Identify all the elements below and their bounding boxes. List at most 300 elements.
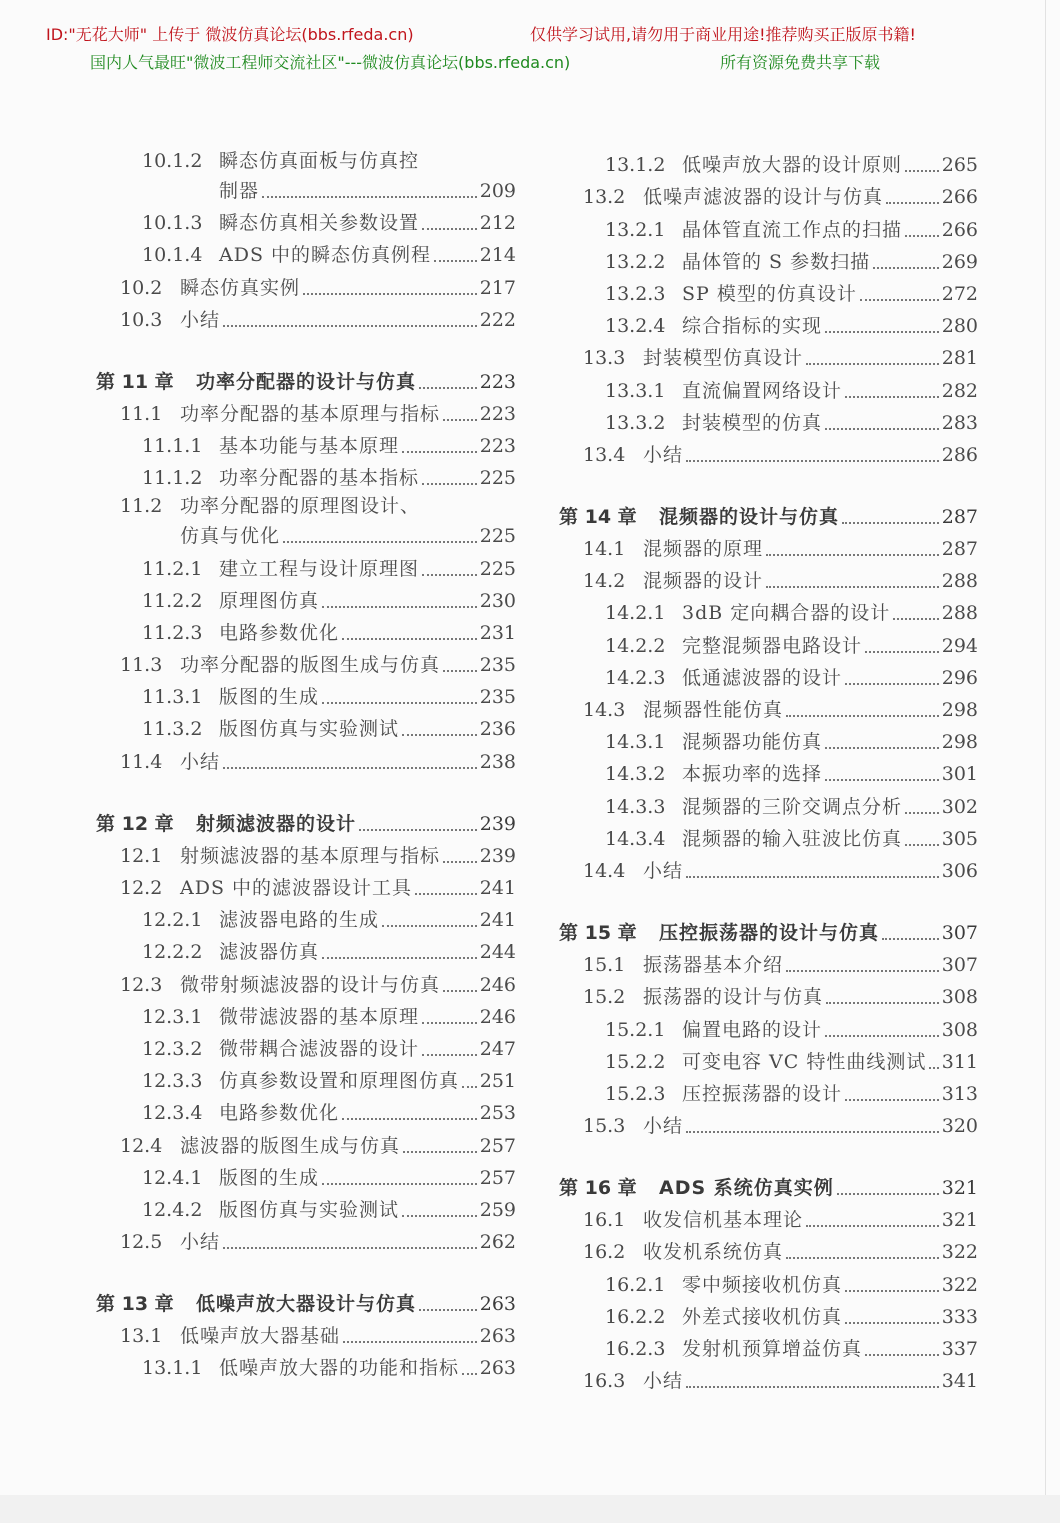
dot-leader [825,331,939,333]
toc-entry[interactable] [559,1331,978,1363]
entry-number: 11.1 [120,402,163,425]
dot-leader [905,812,939,814]
entry-page-number: 246 [479,1005,516,1028]
dot-leader [422,1022,477,1024]
toc-chapter-entry[interactable] [96,791,516,838]
entry-page-number: 269 [941,250,978,273]
entry-title: 滤波器仿真 [219,941,320,964]
entry-title: 综合指标的实现 [682,315,823,338]
entry-title: 混频器的设计 [643,570,764,593]
toc-entry[interactable] [96,615,516,647]
entry-page-number: 223 [479,402,516,425]
entry-title: 滤波器电路的生成 [219,909,380,932]
dot-leader [825,747,939,749]
toc-entry[interactable] [96,1350,516,1382]
toc-entry[interactable] [96,550,516,582]
entry-title: 混频器的三阶交调点分析 [682,795,903,818]
entry-title-continued: 制器 [219,180,260,202]
entry-number: 16.2.2 [605,1305,666,1328]
toc-entry[interactable] [96,1192,516,1224]
entry-number: 15.2.1 [605,1018,666,1041]
dot-leader [825,1035,939,1037]
entry-number: 16.1 [583,1209,626,1232]
dot-leader [422,574,477,576]
dot-leader [283,541,477,543]
toc-entry[interactable] [96,711,516,743]
toc-entry[interactable] [559,692,978,724]
entry-title: 低噪声滤波器的设计与仿真 [643,186,884,209]
entry-number: 16.2 [583,1241,626,1264]
entry-title: 完整混频器电路设计 [682,634,863,657]
entry-number: 14.1 [583,538,626,561]
entry-number: 第 16 章 [559,1177,637,1200]
entry-line-2 [120,520,516,550]
entry-title: SP 模型的仿真设计 [682,282,857,305]
entry-number: 12.3.3 [142,1070,203,1093]
entry-page-number: 236 [479,718,516,741]
entry-number: 14.3.4 [605,827,666,850]
entry-page-number: 225 [479,557,516,580]
dot-leader [322,702,477,704]
entry-page-number: 282 [941,379,978,402]
toc-entry[interactable] [96,902,516,934]
entry-title: 偏置电路的设计 [682,1018,823,1041]
entry-page-number: 302 [941,795,978,818]
entry-title: 小结 [180,1231,221,1254]
watermark-upload-info: ID:"无花大师" 上传于 微波仿真论坛(bbs.rfeda.cn) [46,25,414,44]
toc-entry[interactable] [559,563,978,595]
toc-entry[interactable] [96,1127,516,1159]
entry-page-number: 313 [941,1082,978,1105]
entry-page-number: 296 [941,666,978,689]
dot-leader [905,235,939,237]
entry-title: 外差式接收机仿真 [682,1305,843,1328]
entry-page-number: 305 [941,827,978,850]
entry-title: 射频滤波器的基本原理与指标 [180,844,441,867]
entry-title: 版图的生成 [219,1166,320,1189]
entry-title-continued: 仿真与优化 [180,525,281,548]
entry-page-number: 280 [941,315,978,338]
entry-title: 3dB 定向耦合器的设计 [682,602,891,625]
entry-number: 13.2.4 [605,315,666,338]
entry-number: 11.2 [120,495,163,518]
entry-page-number: 209 [479,180,516,202]
entry-page-number: 217 [479,276,516,299]
entry-number: 16.3 [583,1370,626,1393]
toc-column-left [96,147,516,1382]
entry-page-number: 307 [941,954,978,977]
toc-entry[interactable] [96,583,516,615]
entry-page-number: 263 [479,1357,516,1380]
toc-entry[interactable] [559,179,978,211]
watermark-copyright-notice: 仅供学习试用,请勿用于商业用途!推荐购买正版原书籍! [530,25,916,44]
dot-leader [686,460,939,462]
entry-page-number: 321 [941,1177,978,1200]
dot-leader [905,170,939,172]
entry-number: 14.2.2 [605,634,666,657]
entry-title: 瞬态仿真实例 [180,276,301,299]
toc-entry[interactable] [559,1044,978,1076]
entry-page-number: 241 [479,909,516,932]
entry-number: 15.2 [583,986,626,1009]
dot-leader [686,1386,939,1388]
dot-leader [806,1225,939,1227]
entry-number: 13.4 [583,443,626,466]
entry-number: 13.1 [120,1325,163,1348]
dot-leader [842,522,939,524]
watermark-community: 国内人气最旺"微波工程师交流社区"---微波仿真论坛(bbs.rfeda.cn) [90,53,571,72]
entry-title: 零中频接收机仿真 [682,1273,843,1296]
toc-entry[interactable] [96,396,516,428]
entry-number: 11.1.1 [142,435,203,458]
entry-number: 11.3.1 [142,686,203,709]
toc-entry[interactable] [559,1202,978,1234]
dot-leader [402,451,477,453]
entry-number: 14.2 [583,570,626,593]
dot-leader [786,1257,939,1259]
entry-page-number: 308 [941,986,978,1009]
entry-title: ADS 系统仿真实例 [659,1177,834,1200]
entry-title: 低噪声放大器基础 [180,1325,341,1348]
entry-title: 功率分配器的设计与仿真 [196,370,417,393]
entry-number: 14.2.3 [605,666,666,689]
toc-chapter-entry[interactable] [559,484,978,531]
entry-page-number: 225 [479,467,516,490]
toc-entry[interactable] [559,595,978,627]
entry-page-number: 288 [941,602,978,625]
entry-number: 10.1.3 [142,212,203,235]
entry-page-number: 341 [941,1370,978,1393]
entry-page-number: 244 [479,941,516,964]
dot-leader [382,925,477,927]
entry-title: 小结 [180,750,221,773]
entry-number: 15.3 [583,1115,626,1138]
entry-number: 13.3 [583,347,626,370]
toc-entry[interactable] [96,205,516,237]
entry-title: 功率分配器的原理图设计、 [180,495,421,518]
entry-title: 滤波器的版图生成与仿真 [180,1134,401,1157]
entry-line-1 [120,492,516,520]
entry-page-number: 322 [941,1273,978,1296]
toc-entry[interactable] [559,147,978,179]
toc-entry[interactable] [559,340,978,372]
toc-entry[interactable] [96,147,516,205]
entry-title: 封装模型的仿真 [682,411,823,434]
entry-number: 12.4.1 [142,1166,203,1189]
toc-entry[interactable] [559,276,978,308]
toc-entry[interactable] [559,788,978,820]
dot-leader [342,638,477,640]
toc-entry[interactable] [559,531,978,563]
dot-leader [462,1373,477,1375]
entry-page-number: 265 [941,154,978,177]
toc-entry[interactable] [559,211,978,243]
entry-page-number: 235 [479,686,516,709]
entry-page-number: 263 [479,1325,516,1348]
entry-number: 11.2.2 [142,589,203,612]
entry-page-number: 225 [479,525,516,548]
dot-leader [860,299,939,301]
entry-title: 收发机系统仿真 [643,1241,784,1264]
entry-number: 11.4 [120,750,163,773]
dot-leader [893,618,938,620]
toc-entry[interactable] [96,1095,516,1127]
dot-leader [419,387,477,389]
entry-page-number: 214 [479,244,516,267]
dot-leader [322,606,477,608]
entry-page-number: 222 [479,308,516,331]
entry-title: 混频器的输入驻波比仿真 [682,827,903,850]
entry-number: 11.2.1 [142,557,203,580]
entry-title: 功率分配器的基本原理与指标 [180,402,441,425]
toc-entry[interactable] [96,1224,516,1256]
toc-entry[interactable] [96,870,516,902]
dot-leader [443,419,477,421]
dot-leader [223,325,477,327]
entry-page-number: 266 [941,218,978,241]
toc-entry[interactable] [96,966,516,998]
entry-number: 16.2.3 [605,1338,666,1360]
entry-number: 第 15 章 [559,921,637,944]
entry-page-number: 223 [479,435,516,458]
dot-leader [825,428,939,430]
toc-entry[interactable] [96,1318,516,1350]
entry-page-number: 321 [941,1209,978,1232]
entry-number: 13.2 [583,186,626,209]
entry-number: 15.2.3 [605,1082,666,1105]
entry-title: 混频器性能仿真 [643,699,784,721]
entry-page-number: 212 [479,212,516,235]
toc-chapter-entry[interactable] [96,349,516,396]
toc-entry[interactable] [559,308,978,340]
dot-leader [415,893,477,895]
toc-entry[interactable] [96,237,516,269]
dot-leader [402,1215,477,1217]
toc-entry[interactable] [96,1063,516,1095]
dot-leader [322,957,477,959]
toc-entry[interactable] [559,1299,978,1331]
entry-line-1 [142,147,516,175]
dot-leader [865,1354,939,1356]
entry-number: 第 12 章 [96,812,174,835]
entry-title: ADS 中的瞬态仿真例程 [219,244,432,267]
entry-number: 12.4 [120,1134,163,1157]
entry-page-number: 281 [941,347,978,370]
entry-page-number: 223 [479,370,516,393]
toc-entry[interactable] [559,1234,978,1266]
entry-number: 16.2.1 [605,1273,666,1296]
dot-leader [845,1099,939,1101]
dot-leader [766,586,939,588]
toc-entry[interactable] [96,1160,516,1192]
entry-number: 11.1.2 [142,467,203,490]
toc-entry[interactable] [96,302,516,334]
dot-leader [845,1290,939,1292]
entry-page-number: 294 [941,634,978,657]
toc-entry[interactable] [559,660,978,692]
toc-entry[interactable] [559,437,978,469]
entry-title: 低噪声放大器设计与仿真 [196,1293,417,1316]
entry-title: 微带耦合滤波器的设计 [219,1037,420,1060]
entry-number: 10.1.4 [142,244,203,267]
entry-page-number: 262 [479,1231,516,1254]
dot-leader [786,715,939,717]
toc-column-right [559,147,978,1395]
toc-chapter-entry[interactable] [559,900,978,947]
toc-entry[interactable] [559,372,978,404]
toc-entry[interactable] [96,934,516,966]
entry-page-number: 308 [941,1018,978,1041]
toc-entry[interactable] [559,627,978,659]
toc-entry[interactable] [96,679,516,711]
dot-leader [826,1002,939,1004]
entry-number: 12.5 [120,1231,163,1254]
entry-page-number: 322 [941,1241,978,1264]
dot-leader [443,990,477,992]
entry-number: 13.3.2 [605,411,666,434]
page-bottom-margin [0,1495,1060,1523]
entry-title: 晶体管的 S 参数扫描 [682,250,871,273]
entry-number: 12.3.2 [142,1037,203,1060]
entry-page-number: 235 [479,654,516,677]
entry-title: 混频器的原理 [643,538,764,561]
entry-title: 混频器功能仿真 [682,731,823,754]
dot-leader [905,844,939,846]
toc-entry[interactable] [559,724,978,756]
entry-title: 小结 [180,308,221,331]
entry-number: 12.2.1 [142,909,203,932]
dot-leader [422,228,477,230]
entry-number: 14.3.2 [605,763,666,786]
entry-number: 12.3.1 [142,1005,203,1028]
dot-leader [929,1067,938,1069]
toc-entry[interactable] [559,979,978,1011]
entry-line-2 [142,175,516,205]
toc-entry[interactable] [96,492,516,550]
entry-page-number: 288 [941,570,978,593]
toc-entry[interactable] [96,1031,516,1063]
toc-entry[interactable] [559,405,978,437]
entry-number: 11.3.2 [142,718,203,741]
entry-page-number: 266 [941,186,978,209]
entry-title: 发射机预算增益仿真 [682,1338,863,1360]
entry-number: 10.3 [120,308,163,331]
toc-entry[interactable] [96,999,516,1031]
entry-title: 封装模型仿真设计 [643,347,804,370]
entry-number: 14.3.1 [605,731,666,754]
entry-page-number: 263 [479,1293,516,1316]
entry-number: 12.3 [120,973,163,996]
entry-page-number: 239 [479,844,516,867]
entry-number: 第 14 章 [559,505,637,528]
toc-entry[interactable] [559,1011,978,1043]
entry-number: 13.3.1 [605,379,666,402]
entry-number: 15.1 [583,954,626,977]
toc-chapter-entry[interactable] [559,1155,978,1202]
entry-page-number: 307 [941,921,978,944]
entry-number: 12.1 [120,844,163,867]
entry-number: 12.2.2 [142,941,203,964]
toc-entry[interactable] [559,756,978,788]
entry-title: 小结 [643,443,684,466]
toc-entry[interactable] [96,743,516,775]
entry-number: 10.1.2 [142,150,203,172]
dot-leader [303,293,477,295]
toc-entry[interactable] [96,428,516,460]
entry-title: 可变电容 VC 特性曲线测试 [682,1050,927,1073]
entry-title: 功率分配器的基本指标 [219,467,420,490]
entry-page-number: 231 [479,621,516,644]
entry-page-number: 241 [479,877,516,899]
entry-number: 13.1.2 [605,154,666,177]
entry-title: 瞬态仿真相关参数设置 [219,212,420,235]
entry-title: 版图的生成 [219,686,320,709]
entry-title: 振荡器的设计与仿真 [643,986,824,1009]
toc-entry[interactable] [559,1266,978,1298]
entry-page-number: 272 [941,282,978,305]
toc-entry[interactable] [559,244,978,276]
entry-title: 振荡器基本介绍 [643,954,784,977]
dot-leader [322,1183,477,1185]
entry-title: 功率分配器的版图生成与仿真 [180,654,441,677]
entry-page-number: 247 [479,1037,516,1060]
toc-entry[interactable] [559,821,978,853]
toc-entry[interactable] [559,1076,978,1108]
entry-title: 微带射频滤波器的设计与仿真 [180,973,441,996]
entry-number: 15.2.2 [605,1050,666,1073]
entry-title: 版图仿真与实验测试 [219,718,400,741]
dot-leader [223,767,477,769]
dot-leader [865,651,939,653]
entry-title: 晶体管直流工作点的扫描 [682,218,903,241]
toc-entry[interactable] [96,460,516,492]
entry-title: 直流偏置网络设计 [682,379,843,402]
entry-title: 微带滤波器的基本原理 [219,1005,420,1028]
dot-leader [882,938,939,940]
dot-leader [845,396,939,398]
toc-entry[interactable] [96,647,516,679]
dot-leader [223,1247,477,1249]
entry-title: 电路参数优化 [219,1102,340,1125]
entry-number: 14.3.3 [605,795,666,818]
entry-title: 电路参数优化 [219,621,340,644]
entry-title: 压控振荡器的设计与仿真 [659,921,880,944]
entry-page-number: 239 [479,812,516,835]
entry-number: 第 11 章 [96,370,174,393]
toc-entry[interactable] [559,853,978,885]
entry-number: 14.2.1 [605,602,666,625]
watermark-free-share: 所有资源免费共享下载 [720,53,881,72]
toc-entry[interactable] [559,1363,978,1395]
toc-entry[interactable] [96,269,516,301]
entry-number: 13.1.1 [142,1357,203,1380]
entry-title: 收发信机基本理论 [643,1209,804,1232]
toc-entry[interactable] [559,1108,978,1140]
toc-entry[interactable] [559,947,978,979]
dot-leader [422,483,477,485]
entry-page-number: 283 [941,411,978,434]
entry-page-number: 253 [479,1102,516,1125]
entry-title: 基本功能与基本原理 [219,435,400,458]
toc-chapter-entry[interactable] [96,1271,516,1318]
entry-number: 14.3 [583,699,626,721]
entry-title: ADS 中的滤波器设计工具 [180,877,413,899]
entry-number: 12.3.4 [142,1102,203,1125]
toc-entry[interactable] [96,838,516,870]
dot-leader [403,1151,477,1153]
page-edge [1045,0,1046,1523]
entry-title: 仿真参数设置和原理图仿真 [219,1070,460,1093]
